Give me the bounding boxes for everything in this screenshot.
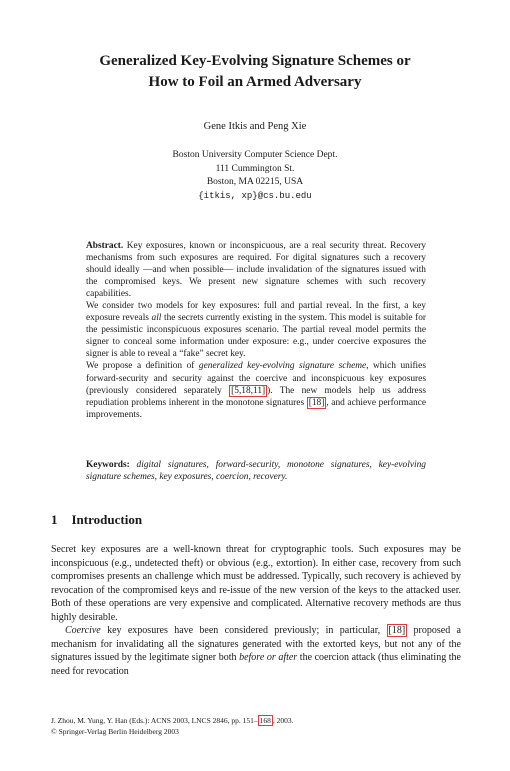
citation-link[interactable]: [18] — [388, 625, 406, 637]
abstract-text-2b: the secrets currently existing in the system. This model is suitable for the pessimistic inconspicuous exposures scenario. The partial reveal model permits the signer to conceal some information under exposure: e.g., under coercive exposures the signer is able to reveal a “fake” secret key. — [86, 313, 427, 360]
abstract — [86, 240, 426, 421]
citation-link[interactable]: [18] — [308, 397, 325, 408]
abstract-emphasis-definition: generalized key-evolving signature scheme — [198, 361, 367, 372]
section-title: Introduction — [71, 512, 143, 527]
abstract-text-1: Key exposures, known or inconspicuous, are a real security threat. Recovery mechanisms from such exposures are required. For digital signatures such a recovery should ideally —and when possible— include invalidation of the signatures issued with the compromised keys. We present new signature schemes with such recovery capabilities. — [86, 241, 426, 300]
affiliation — [30, 149, 480, 203]
citation-link[interactable]: [5,18,11] — [231, 385, 266, 396]
title-line-1: Generalized Key-Evolving Signature Schemes or — [99, 53, 411, 69]
author-email: {itkis, xp}@cs.bu.edu — [198, 190, 312, 201]
affiliation-dept: Boston University Computer Science Dept. — [172, 150, 338, 160]
abstract-text-2a: We consider two models for key exposures: full and partial reveal. In the first, a key exposure reveals — [86, 301, 426, 324]
body-emphasis-coercive: Coercive — [65, 625, 101, 637]
abstract-emphasis-all: all — [151, 313, 162, 324]
footer-citation-text: J. Zhou, M. Yung, Y. Han (Eds.): ACNS 2003, LNCS 2846, pp. 151– — [51, 716, 258, 725]
abstract-paragraph-3 — [86, 360, 426, 420]
abstract-paragraph-2 — [86, 300, 426, 360]
keywords — [86, 459, 426, 484]
section-heading — [51, 512, 142, 528]
body-paragraph-2 — [51, 624, 461, 678]
footer-citation-year: , 2003. — [272, 716, 294, 725]
footer-copyright: © Springer-Verlag Berlin Heidelberg 2003 — [51, 726, 179, 736]
body-text-2a: key exposures have been considered previously; in particular, — [100, 625, 387, 637]
abstract-text-3a: We propose a definition of — [86, 361, 199, 372]
authors: Gene Itkis and Peng Xie — [203, 121, 307, 132]
body-text-2c: the coercion attack (thus eliminating the need for revocation — [51, 652, 461, 677]
title-line-2: How to Foil an Armed Adversary — [148, 74, 362, 90]
abstract-text-3d: , and achieve performance improvements. — [86, 397, 426, 420]
body-text — [51, 543, 461, 678]
page-footer — [51, 716, 293, 737]
body-text-2b: proposed a mechanism for invalidating all the signatures generated with the extorted keys, but not any of the signatures issued by the legitimate signer both — [51, 625, 461, 664]
section-number: 1 — [51, 512, 58, 527]
footer-citation — [51, 716, 293, 727]
abstract-label: Abstract. — [86, 241, 124, 251]
abstract-text-3c: ). The new models help us address repudiation problems inherent in the monotone signatures — [86, 385, 426, 408]
abstract-text-3b: , which unifies forward-security and security against the coercive and inconspicuous key exposures (previously considered separately — [86, 361, 426, 396]
keywords-text: digital signatures, forward-security, monotone signatures, key-evolving signature schemes, key exposures, coercion, recovery. — [86, 460, 426, 483]
body-paragraph-1: Secret key exposures are a well-known threat for cryptographic tools. Such exposures may be inconspicuous (e.g., undetected theft) or obvious (e.g., extortion). In either case, recovery from such compromises presents an challenge which must be addressed. Typically, such recovery is achieved by revocation of the compromised keys and re-issue of the new version of the keys to the attacked user. Both of these operations are very expensive and complicated. Alternative recovery methods are thus highly desirable. — [51, 544, 461, 623]
body-emphasis-before-after: before or after — [239, 652, 298, 664]
affiliation-street: 111 Cummington St. — [215, 163, 295, 174]
paper-title — [30, 51, 480, 93]
abstract-paragraph-1 — [86, 240, 426, 300]
keywords-label: Keywords: — [86, 460, 130, 470]
affiliation-city: Boston, MA 02215, USA — [206, 177, 304, 187]
page-range-link[interactable]: 168 — [259, 716, 271, 725]
